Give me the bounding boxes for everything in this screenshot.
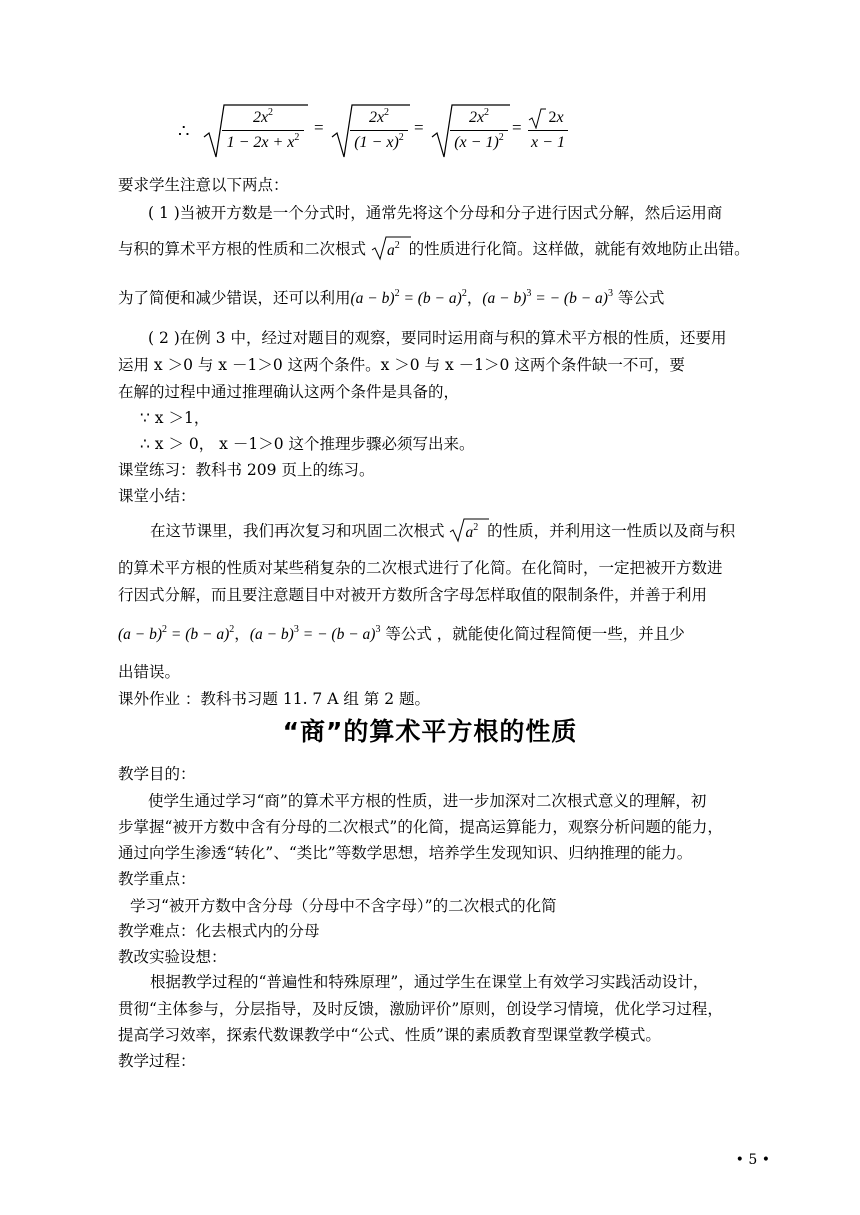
fraction-denominator: $1 - 2x + x^2$ (226, 132, 300, 151)
fraction-denominator: $(x - 1)^2$ (454, 132, 504, 151)
text-line: 课堂练习：教科书 209 页上的练习。 (118, 461, 375, 479)
identity-1: $(a - b)^2 = (b - a)^2$ (350, 288, 467, 307)
text-line: 在这节课里，我们再次复习和巩固二次根式 $a^2$ 的性质，并利用这一性质以及商与积 (150, 520, 735, 544)
identity-2: $(a - b)^3$ = − $(b - a)^3$ (482, 288, 613, 307)
text-line: 提高学习效率，探索代数课教学中“公式、性质”课的素质教育型课堂教学模式。 (118, 1026, 661, 1044)
text-line: 行因式分解，而且要注意题目中对被开方数所含字母怎样取值的限制条件，并善于利用 (118, 586, 708, 604)
text-line: 通过向学生渗透“转化”、“类比”等数学思想，培养学生发现知识、归纳推理的能力。 (118, 844, 693, 862)
equals-sign: = (512, 118, 522, 137)
text-line: 为了简便和减少错误，还可以利用$(a - b)^2 = (b - a)^2$，$(a - b)^3$ = − $(b - a)^3$ 等公式 (118, 288, 665, 307)
text-line: 运用 x ＞0 与 x －1＞0 这两个条件。x ＞0 与 x －1＞0 这两个条件缺一不可，要 (118, 356, 685, 374)
text-line: ∴ x ＞ 0， x －1＞0 这个推理步骤必须写出来。 (140, 435, 475, 453)
text-line: 教学目的： (118, 765, 196, 783)
text-line: ∵ x ＞1， (140, 409, 210, 427)
fraction-numerator: 2x (528, 106, 568, 130)
text-line: 步掌握“被开方数中含有分母的二次根式”的化简，提高运算能力，观察分析问题的能力， (118, 818, 723, 836)
text-line: 课外作业 ：教科书习题 11. 7 A 组 第 2 题。 (118, 690, 430, 708)
equals-sign: = (414, 118, 424, 137)
fraction-denominator: $(1 - x)^2$ (354, 132, 404, 151)
page-number: • 5 • (735, 1152, 770, 1168)
text-line: 贯彻“主体参与，分层指导，及时反馈，激励评价”原则，创设学习情境，优化学习过程， (118, 1000, 723, 1018)
equals-sign: = (314, 118, 324, 137)
fraction-3 (450, 106, 508, 155)
text-line: 教学重点： (118, 870, 196, 888)
radical-sign (528, 107, 546, 129)
text-line: 教学过程： (118, 1052, 196, 1070)
fraction-2 (350, 106, 408, 155)
fraction-numerator: $2x^2$ (368, 107, 390, 126)
text-line: 与积的算术平方根的性质和二次根式 $a^2$ 的性质进行化简。这样做，就能有效地防止出错。 (118, 238, 750, 262)
fraction-numerator: $2x^2$ (252, 107, 274, 126)
text-line: 要求学生注意以下两点： (118, 176, 289, 194)
text-line: $(a - b)^2 = (b - a)^2$，$(a - b)^3$ = − $(b - a)^3$ 等公式 ，就能使化简过程简便一些，并且少 (118, 624, 685, 643)
fraction-numerator: $2x^2$ (468, 107, 490, 126)
fraction-denominator: x − 1 (531, 134, 565, 151)
text-line: 出错误。 (118, 663, 181, 681)
text-line: 在解的过程中通过推理确认这两个条件是具备的， (118, 383, 460, 401)
text-line: ( 2 )在例 3 中，经过对题目的观察，要同时运用商与积的算术平方根的性质，还要用 (148, 329, 727, 347)
fraction-4 (528, 106, 568, 155)
identity-1: $(a - b)^2 = (b - a)^2$ (118, 624, 235, 643)
text-line: ( 1 )当被开方数是一个分式时，通常先将这个分母和分子进行因式分解，然后运用商 (148, 204, 723, 222)
text-line: 教改实验设想： (118, 948, 227, 966)
inline-sqrt-a-squared: $a^2$ (449, 521, 482, 544)
text-line: 根据教学过程的“普遍性和特殊原理”，通过学生在课堂上有效学习实践活动设计， (150, 973, 709, 991)
text-line: 课堂小结： (118, 487, 196, 505)
fraction-1 (222, 106, 304, 155)
inline-sqrt-a-squared: $a^2$ (371, 239, 404, 262)
identity-2: $(a - b)^3$ = − $(b - a)^3$ (249, 624, 381, 643)
section-heading: “商”的算术平方根的性质 (282, 717, 578, 746)
text-line: 使学生通过学习“商”的算术平方根的性质，进一步加深对二次根式意义的理解，初 (148, 792, 707, 810)
text-line: 的算术平方根的性质对某些稍复杂的二次根式进行了化简。在化简时，一定把被开方数进 (118, 559, 723, 577)
text-line: 学习“被开方数中含分母（分母中不含字母）”的二次根式的化简 (130, 897, 557, 915)
therefore-symbol: ∴ (178, 121, 190, 142)
text-line: 教学难点：化去根式内的分母 (118, 922, 320, 940)
